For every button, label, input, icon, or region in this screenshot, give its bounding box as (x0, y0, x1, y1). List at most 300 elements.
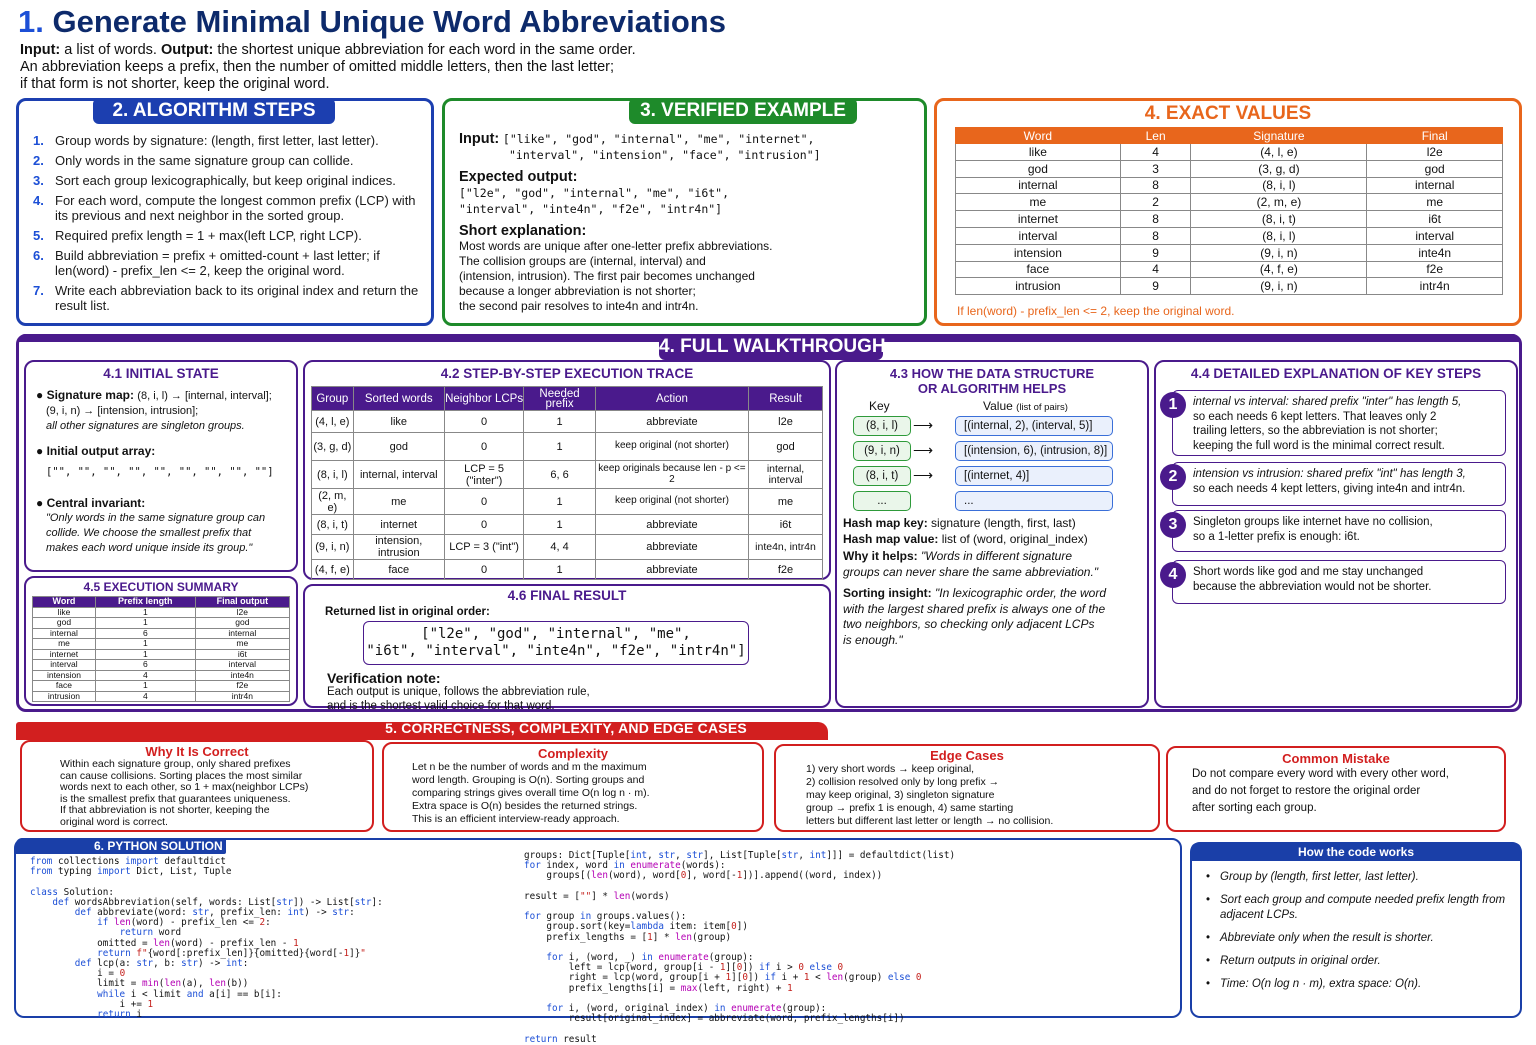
table-cell: 1 (524, 560, 596, 580)
key-column-label: Key (869, 399, 890, 413)
key-steps-heading: 4.4 DETAILED EXPLANATION OF KEY STEPS (1190, 366, 1482, 381)
signature-map-line: (8, i, l) → [internal, interval]; (137, 390, 272, 402)
table-cell: 0 (444, 560, 523, 580)
short-explanation-label: Short explanation: (459, 223, 587, 239)
code-left: from collections import defaultdict from typing import Dict, List, Tuple class Solution: def wordsAbbreviation(self, words: List[str]) -> List[str]: def abbreviate(word: str, prefix_len: int) -> str: if len(word) - prefix_len <= 2: return word omitted = len(word) - prefix_len - 1 return f"{word[:prefix_len]}{omitted}{word[-1]}" def lcp(a: str, b: str) -> int: i = 0 limit = min(len(a), len(b)) while i < limit and a[i] == b[i]: i += 1 return i (30, 856, 383, 1021)
execution-summary-heading: 4.5 EXECUTION SUMMARY (83, 580, 239, 594)
verification-line: Each output is unique, follows the abbreviation rule, (327, 686, 590, 698)
card-line: may keep original, 3) singleton signature (806, 789, 995, 801)
card-line: and do not forget to restore the original order (1192, 785, 1421, 797)
step-number: 6. (33, 248, 44, 263)
table-cell: 3 (1120, 160, 1191, 177)
hash-value-pill (955, 441, 1113, 461)
execution-trace-table (311, 386, 823, 580)
step-number: 1. (33, 133, 44, 148)
how-item-text: Time: O(n log n · m), extra space: O(n). (1220, 978, 1422, 990)
hash-key-pill (853, 416, 911, 436)
expected-line-2: "interval", "inte4n", "f2e", "intr4n"] (459, 202, 723, 216)
table-cell: (9, i, n) (1191, 244, 1367, 261)
card-line: group → prefix 1 is enough, 4) same starting (806, 802, 1014, 814)
table-row (33, 649, 290, 660)
short-explanation-line: The collision groups are (internal, interval) and (459, 254, 706, 268)
key-step-line: internal vs interval: shared prefix "inter" has length 5, (1193, 396, 1462, 408)
final-result-box (363, 621, 749, 665)
verified-example-panel (442, 98, 927, 326)
final-result-label: Returned list in original order: (325, 606, 490, 618)
table-cell: intension (956, 244, 1121, 261)
column-header: Result (749, 387, 823, 411)
algorithm-step (33, 133, 423, 148)
step-number: 1 (1168, 396, 1178, 413)
algorithm-step (33, 283, 423, 313)
card-line: can cause collisions. Sorting places the most similar (60, 769, 303, 782)
table-cell: internal, interval (749, 461, 823, 489)
how-item (1206, 931, 1512, 946)
table-cell: god (33, 618, 96, 629)
table-cell: (4, l, e) (312, 411, 354, 433)
data-structure-heading: 4.3 HOW THE DATA STRUCTURE (889, 366, 1095, 381)
key-steps-panel (1154, 360, 1518, 708)
final-result-heading: 4.6 FINAL RESULT (507, 588, 627, 603)
step-text: Sort each group lexicographically, but keep original indices. (55, 173, 396, 188)
table-cell: god (1367, 160, 1503, 177)
key-step-card (1172, 390, 1506, 456)
invariant-line: makes each word unique inside its group." (46, 542, 253, 554)
table-row (956, 261, 1503, 278)
step-number-badge (1160, 562, 1186, 588)
column-header: Sorted words (353, 387, 444, 411)
table-cell: intrusion (956, 278, 1121, 295)
column-header: Final output (195, 597, 289, 608)
final-result-line: ["l2e", "god", "internal", "me", (421, 626, 691, 642)
key-step-line: so each needs 6 kept letters. That leaves only 2 (1193, 410, 1437, 423)
exact-values-panel (934, 98, 1522, 326)
card-line: word length. Grouping is O(n). Sorting groups and (412, 774, 645, 786)
column-header: Len (1120, 128, 1191, 144)
complexity-card (382, 742, 764, 832)
card-line: If that abbreviation is not shorter, keeping the (60, 804, 270, 816)
bullet-icon: • (1206, 871, 1211, 883)
table-cell: internal, interval (353, 461, 444, 489)
table-cell: 6 (95, 660, 195, 671)
table-cell: face (33, 681, 96, 692)
table-cell: (8, i, l) (312, 461, 354, 489)
how-item-text: Group by (length, first letter, last letter). (1220, 871, 1419, 883)
table-cell: (4, f, e) (1191, 261, 1367, 278)
arrow-right-icon: ⟶ (913, 467, 934, 483)
hash-value-text: [(intension, 6), (intrusion, 8)] (964, 445, 1108, 457)
expected-line-1: ["l2e", "god", "internal", "me", "i6t", (459, 186, 730, 200)
hash-key-text: signature (length, first, last) (927, 516, 1076, 530)
table-cell: god (749, 433, 823, 461)
value-column-label: Value (983, 399, 1013, 413)
page-title: 1. Generate Minimal Unique Word Abbreviations (18, 4, 726, 39)
step-number: 2. (33, 153, 44, 168)
algorithm-steps-heading: 2. ALGORITHM STEPS (93, 98, 335, 124)
step-text: Group words by signature: (length, first letter, last letter). (55, 133, 379, 148)
column-header: Signature (1191, 128, 1367, 144)
hash-value-pill (955, 416, 1113, 436)
table-cell: 2 (1120, 194, 1191, 211)
table-cell: l2e (1367, 144, 1503, 161)
column-header: Needed prefix (524, 387, 596, 411)
table-cell: abbreviate (595, 515, 748, 535)
arrow-right-icon: ⟶ (913, 442, 934, 458)
hash-value-pill (955, 491, 1113, 511)
table-cell: (4, f, e) (312, 560, 354, 580)
table-cell: 8 (1120, 211, 1191, 228)
table-cell: intension (33, 670, 96, 681)
step-text: Only words in the same signature group can collide. (55, 153, 354, 168)
table-cell: 9 (1120, 244, 1191, 261)
table-cell: (8, i, l) (1191, 227, 1367, 244)
bullet-icon: ● (36, 496, 44, 510)
table-cell: 4, 4 (524, 535, 596, 560)
table-cell: keep original (not shorter) (595, 433, 748, 461)
hash-key-label: Hash map key: (843, 516, 928, 530)
edge-cases-body (776, 763, 1158, 828)
table-row (956, 244, 1503, 261)
edge-cases-card (774, 744, 1160, 832)
why-helps-text: "Words in different signature (921, 549, 1073, 563)
step-text: Build abbreviation = prefix + omitted-count + last letter; if len(word) - prefix_len <= 2, keep the original word. (55, 248, 380, 278)
input-line-1: ["like", "god", "internal", "me", "internet", (502, 132, 815, 146)
table-cell: internal (1367, 177, 1503, 194)
table-cell: (3, g, d) (312, 433, 354, 461)
table-cell: me (749, 489, 823, 515)
exact-values-table (955, 127, 1503, 295)
table-cell: keep original (not shorter) (595, 489, 748, 515)
table-cell: inte4n (195, 670, 289, 681)
table-row (956, 211, 1503, 228)
hash-value-text: list of (word, original_index) (938, 531, 1088, 546)
table-cell: 1 (524, 433, 596, 461)
column-header: Word (956, 128, 1121, 144)
execution-trace-heading: 4.2 STEP-BY-STEP EXECUTION TRACE (440, 366, 694, 381)
table-row (33, 618, 290, 629)
card-line: 1) very short words → keep original, (806, 763, 975, 775)
card-line: Within each signature group, only shared prefixes (60, 758, 291, 770)
table-cell: god (956, 160, 1121, 177)
table-cell: intr4n (1367, 278, 1503, 295)
key-step-line: keeping the full word is the minimal correct result. (1193, 439, 1445, 452)
central-invariant-label: Central invariant: (46, 496, 146, 510)
table-cell: god (195, 618, 289, 629)
table-cell: (8, i, t) (1191, 211, 1367, 228)
table-cell: internet (33, 649, 96, 660)
expected-label: Expected output: (459, 169, 578, 185)
table-cell: l2e (749, 411, 823, 433)
verification-line: and is the shortest valid choice for that word. (327, 700, 555, 712)
key-step-line: Short words like god and me stay unchanged (1193, 566, 1424, 578)
table-header-row (33, 597, 290, 608)
table-cell: interval (195, 660, 289, 671)
table-cell: intension, intrusion (353, 535, 444, 560)
short-explanation-line: (intension, intrusion). The first pair becomes unchanged (459, 269, 755, 283)
card-line: Let n be the number of words and m the maximum (412, 761, 647, 773)
card-line: Do not compare every word with every other word, (1192, 768, 1449, 780)
table-row (956, 177, 1503, 194)
table-cell: (9, i, n) (1191, 278, 1367, 295)
table-row (33, 607, 290, 618)
python-solution-heading: 6. PYTHON SOLUTION (94, 839, 223, 853)
why-correct-body (22, 759, 372, 828)
input-label: Input: (459, 131, 500, 147)
step-number: 3. (33, 173, 44, 188)
table-cell: internal (195, 628, 289, 639)
table-cell: like (956, 144, 1121, 161)
sorting-insight-label: Sorting insight: (843, 586, 932, 600)
column-header: Neighbor LCPs (444, 387, 523, 411)
hash-key-pill (853, 491, 911, 511)
column-header: Word (33, 597, 96, 608)
table-cell: abbreviate (595, 560, 748, 580)
step-number: 4. (33, 193, 44, 208)
table-cell: 0 (444, 515, 523, 535)
table-cell: 1 (95, 681, 195, 692)
hash-key-text: (9, i, n) (864, 445, 900, 457)
hash-key-text: (8, i, t) (865, 470, 899, 482)
table-cell: 1 (95, 639, 195, 650)
exact-values-note: If len(word) - prefix_len <= 2, keep the original word. (957, 304, 1235, 318)
hash-key-pill (853, 466, 911, 486)
table-row (312, 535, 823, 560)
execution-summary-panel (24, 576, 298, 706)
bullet-icon: • (1206, 978, 1211, 990)
key-step-card (1172, 510, 1506, 552)
execution-summary-table (32, 596, 290, 702)
table-cell: 1 (524, 411, 596, 433)
how-code-works-list (1206, 870, 1512, 1000)
table-row (956, 227, 1503, 244)
algorithm-step (33, 153, 423, 168)
table-cell: LCP = 5 ("inter") (444, 461, 523, 489)
algorithm-step (33, 248, 423, 278)
step-text: Write each abbreviation back to its original index and return the result list. (55, 283, 419, 313)
common-mistake-card (1166, 746, 1506, 832)
initial-output-value: ["", "", "", "", "", "", "", "", ""] (46, 466, 274, 478)
why-correct-card (20, 740, 374, 832)
sorting-insight-text: "In lexicographic order, the word (935, 586, 1107, 600)
table-cell: 8 (1120, 227, 1191, 244)
table-cell: 1 (95, 618, 195, 629)
table-cell: 4 (95, 691, 195, 702)
exact-values-heading: 4. EXACT VALUES (1144, 103, 1312, 124)
key-step-line: because the abbreviation would not be shorter. (1193, 580, 1432, 593)
table-cell: inte4n (1367, 244, 1503, 261)
table-cell: LCP = 3 ("int") (444, 535, 523, 560)
table-cell: (3, g, d) (1191, 160, 1367, 177)
signature-map-note: all other signatures are singleton groups. (46, 420, 245, 432)
table-cell: i6t (1367, 211, 1503, 228)
correctness-heading: 5. CORRECTNESS, COMPLEXITY, AND EDGE CASES (385, 720, 747, 736)
table-cell: 0 (444, 489, 523, 515)
how-item (1206, 954, 1512, 969)
how-item (1206, 977, 1512, 992)
table-row (312, 560, 823, 580)
table-row (312, 461, 823, 489)
table-cell: intr4n (195, 691, 289, 702)
table-cell: 0 (444, 433, 523, 461)
bullet-icon: ● (36, 444, 44, 458)
column-header: Final (1367, 128, 1503, 144)
final-result-panel (303, 584, 831, 712)
algorithm-steps-panel (16, 98, 434, 326)
table-row (33, 681, 290, 692)
table-cell: (2, m, e) (1191, 194, 1367, 211)
table-row (33, 639, 290, 650)
table-row (956, 144, 1503, 161)
table-cell: abbreviate (595, 411, 748, 433)
table-cell: (4, l, e) (1191, 144, 1367, 161)
card-line: words next to each other, so 1 + max(neighbor LCPs) (60, 781, 309, 793)
hash-key-pill (853, 441, 911, 461)
how-code-works-heading: How the code works (1191, 843, 1521, 861)
step-number: 2 (1168, 468, 1178, 485)
table-cell: interval (33, 660, 96, 671)
table-row (956, 160, 1503, 177)
table-cell: god (353, 433, 444, 461)
signature-map-line: (9, i, n) → [intension, intrusion]; (46, 405, 199, 417)
table-header-row (312, 387, 823, 411)
card-line: Extra space is O(n) besides the returned strings. (412, 800, 638, 812)
common-mistake-title: Common Mistake (1282, 751, 1390, 766)
table-cell: like (353, 411, 444, 433)
how-item (1206, 893, 1512, 923)
bullet-icon: • (1206, 932, 1211, 944)
sorting-insight-text: is enough." (843, 632, 903, 647)
bullet-icon: • (1206, 894, 1211, 906)
table-cell: me (195, 639, 289, 650)
edge-cases-title: Edge Cases (930, 748, 1004, 763)
key-step-line: so a 1-letter prefix is enough: i6t. (1193, 530, 1360, 543)
table-row (312, 489, 823, 515)
table-cell: interval (956, 227, 1121, 244)
table-row (956, 194, 1503, 211)
walkthrough-heading: 4. FULL WALKTHROUGH (659, 334, 883, 360)
table-cell: f2e (195, 681, 289, 692)
data-structure-panel (835, 360, 1149, 708)
table-row (33, 670, 290, 681)
short-explanation-line: because a longer abbreviation is not shorter; (459, 284, 696, 298)
hash-key-text: (8, i, l) (866, 420, 898, 432)
table-cell: me (956, 194, 1121, 211)
how-code-works-panel (1190, 842, 1522, 1018)
hash-value-text: [(internal, 2), (interval, 5)] (964, 420, 1093, 432)
bullet-icon: ● (36, 388, 44, 402)
table-cell: 4 (95, 670, 195, 681)
how-item-text: Abbreviate only when the result is shorter. (1220, 932, 1434, 944)
initial-state-heading: 4.1 INITIAL STATE (103, 366, 219, 381)
table-cell: me (33, 639, 96, 650)
execution-trace-panel (303, 360, 831, 580)
table-cell: i6t (749, 515, 823, 535)
table-cell: f2e (1367, 261, 1503, 278)
key-step-line: trailing letters, so the abbreviation is not shorter; (1193, 425, 1438, 437)
table-cell: 1 (524, 515, 596, 535)
card-line: is the smallest prefix that guarantees uniqueness. (60, 792, 291, 805)
verification-label: Verification note: (327, 670, 441, 686)
table-cell: like (33, 607, 96, 618)
step-text: Required prefix length = 1 + max(left LCP, right LCP). (55, 228, 362, 243)
verified-example-heading: 3. VERIFIED EXAMPLE (629, 98, 857, 124)
table-cell: keep originals because len - p <= 2 (595, 461, 748, 489)
initial-state-panel (24, 360, 298, 572)
table-cell: abbreviate (595, 535, 748, 560)
arrow-right-icon: ⟶ (913, 417, 934, 433)
invariant-line: "Only words in the same signature group can (46, 512, 266, 524)
card-line: original word is correct. (60, 815, 168, 828)
sorting-insight-text: two neighbors, so checking only adjacent LCPs (843, 617, 1095, 631)
table-cell: (8, i, t) (312, 515, 354, 535)
table-cell: internet (353, 515, 444, 535)
step-number-badge (1160, 464, 1186, 490)
final-result-line: "i6t", "interval", "inte4n", "f2e", "intr4n"] (366, 643, 746, 659)
algorithm-steps-list (33, 133, 423, 318)
table-cell: interval (1367, 227, 1503, 244)
complexity-title: Complexity (537, 746, 609, 761)
table-cell: 4 (1120, 261, 1191, 278)
value-column-note: (list of pairs) (1016, 402, 1068, 413)
table-row (312, 433, 823, 461)
card-line: This is an efficient interview-ready approach. (412, 813, 620, 825)
why-helps-text: groups can never share the same abbreviation." (843, 564, 1099, 579)
table-row (312, 411, 823, 433)
table-header-row (956, 128, 1503, 144)
why-correct-title: Why It Is Correct (145, 744, 249, 759)
hash-value-label: Hash map value: (843, 531, 939, 546)
table-cell: face (353, 560, 444, 580)
problem-intro: Input: a list of words. Output: the shortest unique abbreviation for each word in the same order. An abbreviation keeps a prefix, then the number of omitted middle letters, then the last letter; if that form is not shorter, keep the original word. (20, 42, 636, 92)
column-header: Action (595, 387, 748, 411)
step-number: 5. (33, 228, 44, 243)
table-cell: (8, i, l) (1191, 177, 1367, 194)
table-cell: l2e (195, 607, 289, 618)
key-step-line: intension vs intrusion: shared prefix "int" has length 3, (1193, 468, 1466, 480)
table-cell: intrusion (33, 691, 96, 702)
table-row (33, 628, 290, 639)
how-item-text: Return outputs in original order. (1220, 955, 1381, 967)
table-cell: internet (956, 211, 1121, 228)
algorithm-step (33, 173, 423, 188)
key-step-card (1172, 462, 1506, 506)
key-step-line: so each needs 4 kept letters, giving inte4n and intr4n. (1193, 482, 1466, 495)
code-right: groups: Dict[Tuple[int, str, str], List[Tuple[str, int]]] = defaultdict(list) for index, word in enumerate(words): groups[(len(word), word[0], word[-1])].append((word, index)) result = [""] * len(words) for group in groups.values(): group.sort(key=lambda item: item[0]) prefix_lengths = [1] * len(group) for i, (word, _) in enumerate(group): left = lcp(word, group[i - 1][0]) if i > 0 else 0 right = lcp(word, group[i + 1][0]) if i + 1 < len(group) else 0 prefix_lengths[i] = max(left, right) + 1 for i, (word, original_index) in enumerate(group): result[original_index] = abbreviate(word, prefix_lengths[i]) return result (524, 850, 956, 1045)
step-text: For each word, compute the longest common prefix (LCP) with its previous and next neighbor in the sorted group. (55, 193, 416, 223)
how-item-text: Sort each group and compute needed prefix length from adjacent LCPs. (1220, 894, 1506, 921)
hash-value-text: ... (964, 495, 974, 507)
table-cell: (9, i, n) (312, 535, 354, 560)
step-number: 4 (1168, 566, 1178, 583)
common-mistake-body (1168, 766, 1504, 817)
complexity-body (384, 761, 762, 826)
card-line: comparing strings gives overall time O(n log n · m). (412, 787, 650, 799)
table-cell: 6, 6 (524, 461, 596, 489)
table-cell: internal (33, 628, 96, 639)
key-step-card (1172, 560, 1506, 604)
table-cell: face (956, 261, 1121, 278)
card-line: after sorting each group. (1192, 802, 1317, 814)
card-line: 2) collision resolved only by long prefix → (806, 776, 1000, 788)
table-cell: me (353, 489, 444, 515)
why-helps-label: Why it helps: (843, 549, 918, 563)
input-line-2: "interval", "intension", "face", "intrusion"] (509, 148, 821, 162)
table-row (956, 278, 1503, 295)
table-cell: internal (956, 177, 1121, 194)
table-cell: i6t (195, 649, 289, 660)
step-number-badge (1160, 512, 1186, 538)
walkthrough-panel (16, 334, 1522, 712)
